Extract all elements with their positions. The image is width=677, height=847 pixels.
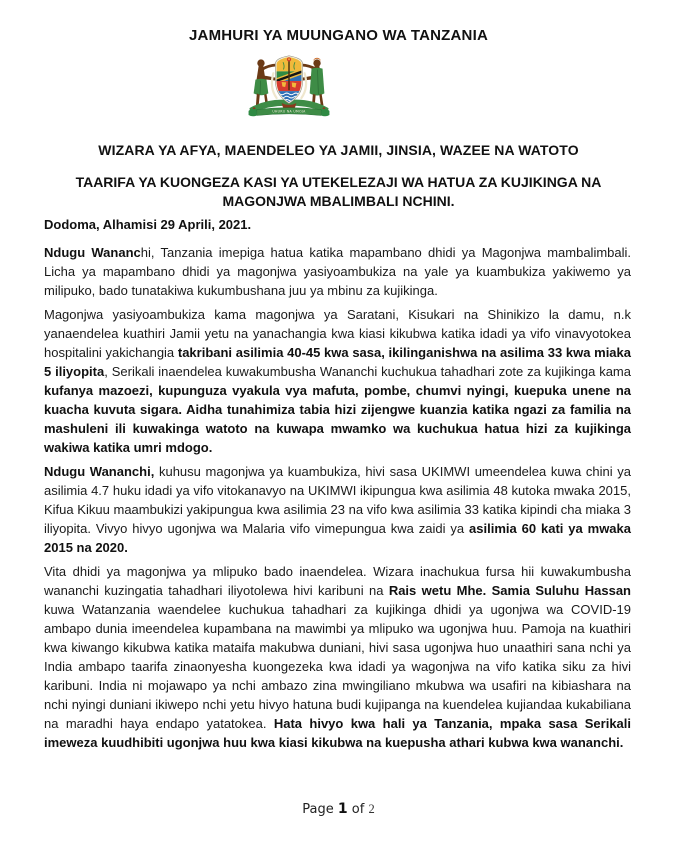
- republic-title: JAMHURI YA MUUNGANO WA TANZANIA: [189, 27, 488, 44]
- text-run: , Serikali inaendelea kuwakumbusha Wananchi kuchukua tahadhari zote za kujikinga kama: [104, 363, 631, 379]
- bold-text-run: Ndugu Wananchi,: [44, 463, 155, 479]
- text-run: kuwa Watanzania waendelee kuchukua tahadhari za kujikinga dhidi ya ugonjwa wa COVID-19 ambapo dunia imeendelea kupambana na mawimbi ya mlipuko wa ugonjwa huu. Pamoja na kuathiri kwa kiwango kikubwa katika mataifa makubwa duniani, hivi sasa ugonjwa huo unaathiri sana nchi ya India ambapo taarifa zinaonyesha kuongezeka kwa idadi ya wagonjwa na vifo katika siku za hivi karibuni. India ni mojawapo ya nchi ambazo zina mwingiliano mkubwa wa usafiri na kibiashara na nchi nyingi duniani ikiwepo nchi yetu hivyo hatuna budi kujipanga na kuendelea kujiandaa kukabiliana na maradhi haya endapo yatatokea.: [44, 601, 631, 731]
- bold-text-run: asilimia 60 kati ya mwaka 2015 na 2020.: [44, 520, 631, 555]
- footer-page-label: Page: [302, 802, 334, 817]
- text-run: kuhusu magonjwa ya kuambukiza, hivi sasa UKIMWI umeendelea kuwa chini ya asilimia 4.7 huku idadi ya vifo vitokanavyo na UKIMWI ikipungua kwa asilimia 48 kutoka mwaka 2015, Kifua Kikuu maambukizi yakipungua kwa asilimia 23 na vifo kwa asilimia 33 katika kipindi cha miaka 3 iliyopita. Vivyo hivyo ugonjwa wa Malaria vifo vimepungua kwa zaidi ya: [44, 463, 631, 536]
- footer-page-total: 2: [368, 802, 375, 816]
- body-paragraph: [44, 243, 631, 300]
- dateline: Dodoma, Alhamisi 29 Aprili, 2021.: [44, 216, 252, 232]
- coat-of-arms-icon: [243, 53, 335, 121]
- tanzania-coat-of-arms-emblem: [243, 53, 335, 126]
- emblem-container: [0, 53, 677, 126]
- bold-text-run: Rais wetu Mhe. Samia Suluhu Hassan: [388, 582, 631, 598]
- bold-text-run: Ndugu Wananc: [44, 244, 141, 260]
- body-text: [44, 243, 631, 752]
- emblem-motto-scroll: [248, 108, 329, 117]
- bold-text-run: kufanya mazoezi, kupunguza vyakula vya mafuta, pombe, chumvi nyingi, kuepuka unene na kuacha kuvuta sigara. Aidha tunahimiza tabia hizi zijengwe kuanzia katika ngazi za familia na mashuleni ili kuwakinga watoto na kuwapa mwamko wa kuchukua hatua hizi za kujikinga wakiwa katika umri mdogo.: [44, 382, 631, 455]
- footer-page-number: 1: [337, 801, 348, 817]
- ministry-title: WIZARA YA AFYA, MAENDELEO YA JAMII, JINSIA, WAZEE NA WATOTO: [98, 142, 579, 158]
- bold-text-run: Hata hivyo kwa hali ya Tanzania, mpaka sasa Serikali imeweza kuudhibiti ugonjwa huu kwa kiasi kikubwa na kuepusha athari kubwa kwa wananchi.: [44, 715, 631, 750]
- footer-of-label: of: [351, 802, 365, 817]
- bold-text-run: takribani asilimia 40-45 kwa sasa, ikilinganishwa na asilima 33 kwa miaka 5 iliyopita: [44, 344, 631, 379]
- text-run: Vita dhidi ya magonjwa ya mlipuko bado inaendelea. Wizara inachukua fursa hii kuwakumbusha wananchi kuzingatia tahadhari iliyotolewa hivi karibuni na: [44, 563, 631, 598]
- body-paragraph: [44, 462, 631, 557]
- text-run: Magonjwa yasiyoambukiza kama magonjwa ya Saratani, Kisukari na Shinikizo la damu, n.k yanaendelea kuathiri Jamii yetu na yanachangia kwa kiasi kikubwa katika idadi ya vifo vinavyotokea hospitalini yakichangia: [44, 306, 631, 360]
- body-paragraph: [44, 305, 631, 457]
- page-footer: [0, 801, 677, 817]
- text-run: hi, Tanzania imepiga hatua katika mapambano dhidi ya Magonjwa mambalimbali. Licha ya mapambano dhidi ya magonjwa yasiyoambukiza na yale ya kuambukiza yakiwemo ya milipuko, bado tunatakiwa kukumbushana juu ya mbinu za kujikinga.: [44, 244, 632, 298]
- body-paragraph: [44, 562, 631, 752]
- document-title: TAARIFA YA KUONGEZA KASI YA UTEKELEZAJI WA HATUA ZA KUJIKINGA NA MAGONJWA MBALIMBALI NCHINI.: [75, 174, 602, 209]
- emblem-motto-text: UHURU NA UMOJA: [271, 109, 306, 114]
